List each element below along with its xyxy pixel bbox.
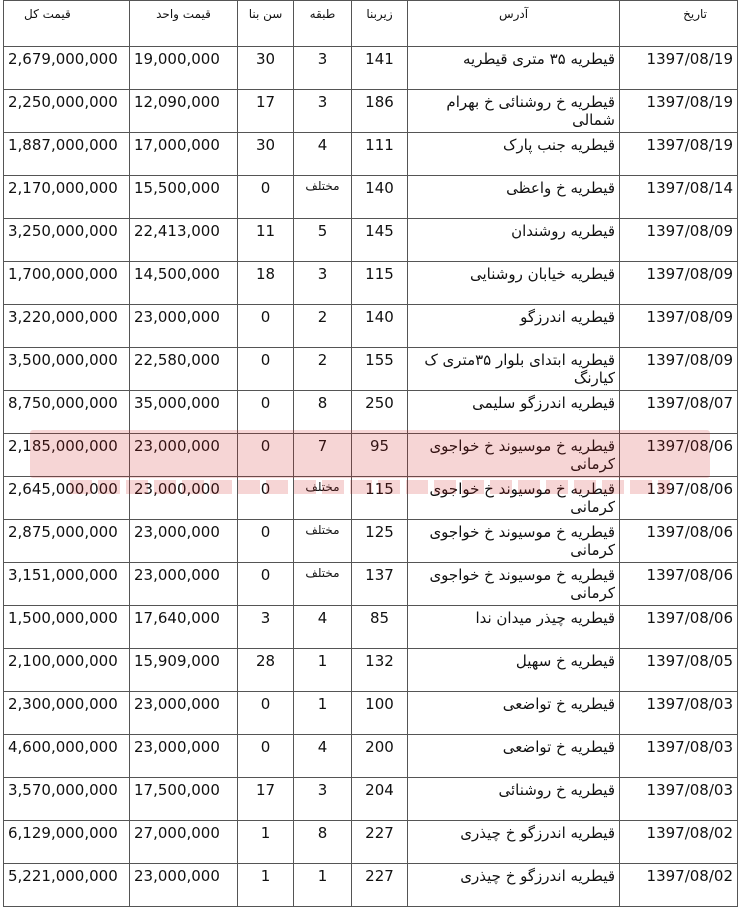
cell-floor: 1	[294, 692, 352, 735]
cell-date: 1397/08/09	[620, 305, 738, 348]
table-row	[4, 434, 738, 477]
cell-area: 100	[352, 692, 408, 735]
cell-unit-price: 15,500,000	[130, 176, 238, 219]
cell-total-price: 2,250,000,000	[4, 90, 130, 133]
header-address: آدرس	[408, 1, 620, 47]
cell-date: 1397/08/02	[620, 864, 738, 907]
cell-floor: 7	[294, 434, 352, 477]
cell-floor: 3	[294, 47, 352, 90]
cell-floor: مختلف	[294, 563, 352, 606]
cell-area: 250	[352, 391, 408, 434]
cell-floor: 3	[294, 262, 352, 305]
table-row	[4, 305, 738, 348]
cell-area: 137	[352, 563, 408, 606]
cell-age: 0	[238, 692, 294, 735]
cell-area: 140	[352, 176, 408, 219]
cell-age: 0	[238, 176, 294, 219]
cell-age: 0	[238, 348, 294, 391]
cell-age: 0	[238, 305, 294, 348]
cell-total-price: 3,250,000,000	[4, 219, 130, 262]
cell-unit-price: 17,640,000	[130, 606, 238, 649]
cell-area: 95	[352, 434, 408, 477]
cell-total-price: 2,100,000,000	[4, 649, 130, 692]
cell-area: 115	[352, 262, 408, 305]
cell-address: قیطریه خ روشنائی	[408, 778, 620, 821]
table-row	[4, 821, 738, 864]
cell-date: 1397/08/05	[620, 649, 738, 692]
cell-floor: 3	[294, 90, 352, 133]
cell-floor: 8	[294, 821, 352, 864]
cell-address: قیطریه خ موسیوند خ خواجوی کرمانی	[408, 520, 620, 563]
cell-age: 0	[238, 477, 294, 520]
header-total-price: قیمت کل	[4, 1, 130, 47]
cell-total-price: 2,170,000,000	[4, 176, 130, 219]
cell-floor: 4	[294, 735, 352, 778]
cell-unit-price: 27,000,000	[130, 821, 238, 864]
cell-area: 111	[352, 133, 408, 176]
cell-unit-price: 15,909,000	[130, 649, 238, 692]
table-row	[4, 219, 738, 262]
cell-date: 1397/08/03	[620, 692, 738, 735]
cell-address: قیطریه خ روشنائی خ بهرام شمالی	[408, 90, 620, 133]
cell-floor: 2	[294, 305, 352, 348]
cell-unit-price: 23,000,000	[130, 864, 238, 907]
cell-unit-price: 23,000,000	[130, 520, 238, 563]
cell-area: 227	[352, 864, 408, 907]
cell-floor: 5	[294, 219, 352, 262]
cell-age: 1	[238, 821, 294, 864]
cell-area: 125	[352, 520, 408, 563]
cell-date: 1397/08/09	[620, 219, 738, 262]
cell-address: قیطریه خ تواضعی	[408, 692, 620, 735]
cell-total-price: 3,220,000,000	[4, 305, 130, 348]
cell-address: قیطریه خیابان روشنایی	[408, 262, 620, 305]
table-row	[4, 391, 738, 434]
cell-address: قیطریه اندرزگو	[408, 305, 620, 348]
cell-date: 1397/08/09	[620, 262, 738, 305]
header-unit-price: قیمت واحد	[130, 1, 238, 47]
cell-address: قیطریه جنب پارک	[408, 133, 620, 176]
cell-floor: 4	[294, 606, 352, 649]
cell-age: 30	[238, 133, 294, 176]
cell-unit-price: 23,000,000	[130, 735, 238, 778]
cell-address: قیطریه اندرزگو سلیمی	[408, 391, 620, 434]
header-age: سن بنا	[238, 1, 294, 47]
cell-total-price: 2,185,000,000	[4, 434, 130, 477]
cell-total-price: 2,645,000,000	[4, 477, 130, 520]
cell-date: 1397/08/07	[620, 391, 738, 434]
cell-address: قیطریه خ تواضعی	[408, 735, 620, 778]
cell-unit-price: 23,000,000	[130, 434, 238, 477]
cell-total-price: 5,221,000,000	[4, 864, 130, 907]
cell-area: 140	[352, 305, 408, 348]
cell-floor: مختلف	[294, 520, 352, 563]
cell-unit-price: 17,000,000	[130, 133, 238, 176]
cell-date: 1397/08/14	[620, 176, 738, 219]
cell-date: 1397/08/06	[620, 434, 738, 477]
cell-floor: 1	[294, 864, 352, 907]
cell-age: 30	[238, 47, 294, 90]
cell-floor: 8	[294, 391, 352, 434]
cell-total-price: 3,570,000,000	[4, 778, 130, 821]
cell-age: 11	[238, 219, 294, 262]
cell-area: 204	[352, 778, 408, 821]
cell-age: 1	[238, 864, 294, 907]
cell-address: قیطریه خ واعظی	[408, 176, 620, 219]
cell-address: قیطریه اندرزگو خ چیذری	[408, 821, 620, 864]
cell-unit-price: 14,500,000	[130, 262, 238, 305]
cell-unit-price: 23,000,000	[130, 305, 238, 348]
cell-date: 1397/08/19	[620, 90, 738, 133]
table-row	[4, 778, 738, 821]
cell-age: 28	[238, 649, 294, 692]
cell-age: 0	[238, 735, 294, 778]
cell-address: قیطریه روشندان	[408, 219, 620, 262]
cell-age: 0	[238, 391, 294, 434]
cell-unit-price: 19,000,000	[130, 47, 238, 90]
table-row	[4, 262, 738, 305]
cell-total-price: 8,750,000,000	[4, 391, 130, 434]
cell-unit-price: 35,000,000	[130, 391, 238, 434]
table-row	[4, 90, 738, 133]
cell-unit-price: 23,000,000	[130, 692, 238, 735]
cell-area: 186	[352, 90, 408, 133]
cell-age: 0	[238, 434, 294, 477]
cell-area: 141	[352, 47, 408, 90]
cell-age: 18	[238, 262, 294, 305]
cell-unit-price: 23,000,000	[130, 477, 238, 520]
cell-total-price: 2,875,000,000	[4, 520, 130, 563]
table-row	[4, 692, 738, 735]
table-row	[4, 606, 738, 649]
cell-area: 200	[352, 735, 408, 778]
cell-total-price: 4,600,000,000	[4, 735, 130, 778]
cell-address: قیطریه ابتدای بلوار ۳۵متری ک کیارنگ	[408, 348, 620, 391]
cell-address: قیطریه خ موسیوند خ خواجوی کرمانی	[408, 434, 620, 477]
cell-date: 1397/08/03	[620, 778, 738, 821]
table-row	[4, 47, 738, 90]
cell-area: 85	[352, 606, 408, 649]
cell-total-price: 1,887,000,000	[4, 133, 130, 176]
cell-age: 17	[238, 90, 294, 133]
cell-total-price: 1,500,000,000	[4, 606, 130, 649]
table-row	[4, 649, 738, 692]
table-row	[4, 735, 738, 778]
cell-floor: مختلف	[294, 176, 352, 219]
table-row	[4, 520, 738, 563]
table-row	[4, 133, 738, 176]
header-row	[4, 1, 738, 47]
cell-floor: مختلف	[294, 477, 352, 520]
price-table	[3, 0, 738, 907]
table-row	[4, 176, 738, 219]
cell-date: 1397/08/06	[620, 477, 738, 520]
cell-unit-price: 22,580,000	[130, 348, 238, 391]
cell-date: 1397/08/19	[620, 133, 738, 176]
cell-floor: 4	[294, 133, 352, 176]
header-area: زیربنا	[352, 1, 408, 47]
cell-address: قیطریه ۳۵ متری قیطریه	[408, 47, 620, 90]
cell-area: 155	[352, 348, 408, 391]
cell-date: 1397/08/09	[620, 348, 738, 391]
cell-date: 1397/08/06	[620, 520, 738, 563]
table-row	[4, 563, 738, 606]
cell-age: 0	[238, 563, 294, 606]
cell-floor: 2	[294, 348, 352, 391]
cell-address: قیطریه اندرزگو خ چیذری	[408, 864, 620, 907]
cell-age: 3	[238, 606, 294, 649]
cell-floor: 3	[294, 778, 352, 821]
cell-address: قیطریه چیذر میدان ندا	[408, 606, 620, 649]
cell-total-price: 3,151,000,000	[4, 563, 130, 606]
cell-date: 1397/08/06	[620, 563, 738, 606]
cell-date: 1397/08/06	[620, 606, 738, 649]
cell-unit-price: 17,500,000	[130, 778, 238, 821]
cell-floor: 1	[294, 649, 352, 692]
header-floor: طبقه	[294, 1, 352, 47]
cell-unit-price: 12,090,000	[130, 90, 238, 133]
cell-total-price: 2,679,000,000	[4, 47, 130, 90]
cell-date: 1397/08/19	[620, 47, 738, 90]
cell-total-price: 3,500,000,000	[4, 348, 130, 391]
cell-unit-price: 22,413,000	[130, 219, 238, 262]
cell-total-price: 6,129,000,000	[4, 821, 130, 864]
cell-date: 1397/08/03	[620, 735, 738, 778]
table-row	[4, 477, 738, 520]
cell-area: 145	[352, 219, 408, 262]
cell-address: قیطریه خ سهیل	[408, 649, 620, 692]
header-date: تاریخ	[620, 1, 738, 47]
cell-age: 17	[238, 778, 294, 821]
cell-unit-price: 23,000,000	[130, 563, 238, 606]
cell-address: قیطریه خ موسیوند خ خواجوی کرمانی	[408, 563, 620, 606]
cell-area: 115	[352, 477, 408, 520]
cell-total-price: 2,300,000,000	[4, 692, 130, 735]
cell-area: 227	[352, 821, 408, 864]
table-row	[4, 348, 738, 391]
cell-total-price: 1,700,000,000	[4, 262, 130, 305]
cell-address: قیطریه خ موسیوند خ خواجوی کرمانی	[408, 477, 620, 520]
cell-age: 0	[238, 520, 294, 563]
cell-date: 1397/08/02	[620, 821, 738, 864]
table-row	[4, 864, 738, 907]
cell-area: 132	[352, 649, 408, 692]
